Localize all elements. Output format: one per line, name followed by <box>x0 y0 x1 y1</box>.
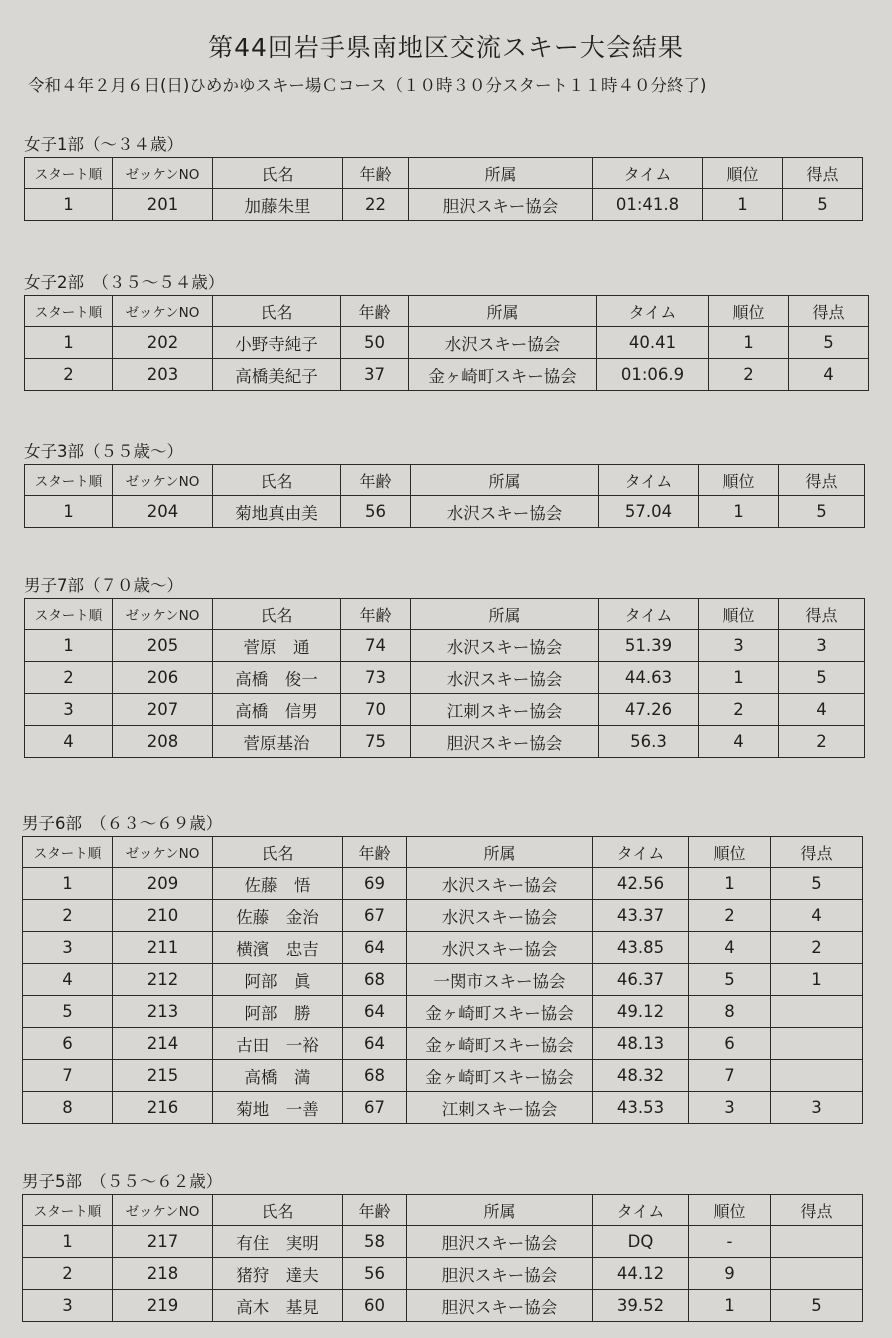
column-header: 氏名 <box>213 1195 343 1226</box>
column-header: スタート順 <box>25 599 113 630</box>
table-row <box>25 189 863 221</box>
table-cell: 4 <box>789 359 869 391</box>
results-table <box>22 836 863 1124</box>
section-title: 女子2部 （３５～５４歳） <box>24 273 225 292</box>
table-cell: 4 <box>689 932 771 964</box>
table-cell: 高橋 俊一 <box>213 662 341 694</box>
column-header: ゼッケンNO <box>113 599 213 630</box>
table-cell: 水沢スキー協会 <box>411 662 599 694</box>
results-table <box>24 295 869 391</box>
column-header: タイム <box>593 837 689 868</box>
column-header: タイム <box>599 465 699 496</box>
column-header: 年齢 <box>341 296 409 327</box>
table-cell: 206 <box>113 662 213 694</box>
column-header: タイム <box>593 158 703 189</box>
column-header: 得点 <box>779 465 865 496</box>
section-title: 女子1部（～３４歳） <box>24 135 183 154</box>
table-cell: 水沢スキー協会 <box>411 496 599 528</box>
table-cell: 64 <box>343 1028 407 1060</box>
column-header: 氏名 <box>213 837 343 868</box>
table-cell: 菊地真由美 <box>213 496 341 528</box>
column-header: ゼッケンNO <box>113 465 213 496</box>
table-cell: 39.52 <box>593 1290 689 1322</box>
table-cell: 小野寺純子 <box>213 327 341 359</box>
table-cell: 67 <box>343 1092 407 1124</box>
table-cell: 70 <box>341 694 411 726</box>
table-cell: 1 <box>699 496 779 528</box>
table-cell: 猪狩 達夫 <box>213 1258 343 1290</box>
table-cell: 胆沢スキー協会 <box>411 726 599 758</box>
table-cell: 212 <box>113 964 213 996</box>
table-cell: 1 <box>689 868 771 900</box>
table-row <box>23 1290 863 1322</box>
table-cell <box>771 1258 863 1290</box>
table-cell: 水沢スキー協会 <box>409 327 597 359</box>
table-cell: 菅原 通 <box>213 630 341 662</box>
section-title: 男子5部 （５５～６２歳） <box>22 1172 223 1191</box>
table-cell: 46.37 <box>593 964 689 996</box>
column-header: 順位 <box>689 1195 771 1226</box>
table-cell: 5 <box>789 327 869 359</box>
table-cell: 43.37 <box>593 900 689 932</box>
table-cell: 3 <box>689 1092 771 1124</box>
table-cell: 3 <box>779 630 865 662</box>
table-cell: 菊地 一善 <box>213 1092 343 1124</box>
table-row <box>25 662 865 694</box>
table-cell: 5 <box>779 662 865 694</box>
table-cell: 金ヶ崎町スキー協会 <box>409 359 597 391</box>
table-cell: 67 <box>343 900 407 932</box>
table-cell: 214 <box>113 1028 213 1060</box>
table-cell: 44.63 <box>599 662 699 694</box>
result-section <box>24 440 865 528</box>
column-header: 得点 <box>779 599 865 630</box>
document-subtitle: 令和４年２月６日(日)ひめかゆスキー場Ｃコース（１０時３０分スタート１１時４０分終了) <box>28 76 707 95</box>
table-cell: 4 <box>25 726 113 758</box>
table-cell: 金ヶ崎町スキー協会 <box>407 996 593 1028</box>
table-cell: 高木 基見 <box>213 1290 343 1322</box>
table-cell: 2 <box>23 900 113 932</box>
column-header: 年齢 <box>341 465 411 496</box>
table-cell: 74 <box>341 630 411 662</box>
result-section <box>24 133 863 221</box>
table-cell: 加藤朱里 <box>213 189 343 221</box>
table-cell: 7 <box>23 1060 113 1092</box>
table-cell: 1 <box>25 327 113 359</box>
table-header-row <box>25 599 865 630</box>
column-header: 所属 <box>407 1195 593 1226</box>
column-header: 得点 <box>783 158 863 189</box>
column-header: 氏名 <box>213 465 341 496</box>
column-header: 所属 <box>409 158 593 189</box>
table-cell: 胆沢スキー協会 <box>407 1290 593 1322</box>
column-header: ゼッケンNO <box>113 296 213 327</box>
table-cell: 1 <box>699 662 779 694</box>
table-cell: - <box>689 1226 771 1258</box>
column-header: 得点 <box>771 1195 863 1226</box>
section-title: 男子7部（７０歳～） <box>24 576 183 595</box>
table-cell: 42.56 <box>593 868 689 900</box>
table-cell <box>771 1028 863 1060</box>
table-cell: 阿部 眞 <box>213 964 343 996</box>
column-header: 順位 <box>703 158 783 189</box>
table-cell: 6 <box>689 1028 771 1060</box>
table-cell: 5 <box>771 868 863 900</box>
column-header: スタート順 <box>23 837 113 868</box>
table-row <box>23 964 863 996</box>
column-header: ゼッケンNO <box>113 158 213 189</box>
table-cell: 佐藤 金治 <box>213 900 343 932</box>
table-cell: 203 <box>113 359 213 391</box>
table-row <box>23 1226 863 1258</box>
table-cell: 水沢スキー協会 <box>411 630 599 662</box>
table-cell: 4 <box>699 726 779 758</box>
result-section <box>24 574 865 758</box>
table-cell: 水沢スキー協会 <box>407 900 593 932</box>
table-cell: 68 <box>343 1060 407 1092</box>
table-cell: 菅原基治 <box>213 726 341 758</box>
table-cell: 218 <box>113 1258 213 1290</box>
table-row <box>23 1060 863 1092</box>
table-row <box>23 1258 863 1290</box>
table-cell: 2 <box>25 662 113 694</box>
table-cell: 高橋 信男 <box>213 694 341 726</box>
table-header-row <box>23 1195 863 1226</box>
table-cell <box>771 996 863 1028</box>
table-cell: 5 <box>771 1290 863 1322</box>
table-cell: 阿部 勝 <box>213 996 343 1028</box>
table-cell: 2 <box>709 359 789 391</box>
table-row <box>23 868 863 900</box>
table-cell: 56.3 <box>599 726 699 758</box>
table-cell: 44.12 <box>593 1258 689 1290</box>
table-cell: 217 <box>113 1226 213 1258</box>
table-header-row <box>25 158 863 189</box>
table-cell: 4 <box>23 964 113 996</box>
table-cell: 207 <box>113 694 213 726</box>
table-cell: 3 <box>771 1092 863 1124</box>
table-cell: 金ヶ崎町スキー協会 <box>407 1060 593 1092</box>
column-header: ゼッケンNO <box>113 1195 213 1226</box>
column-header: 得点 <box>789 296 869 327</box>
table-cell: 6 <box>23 1028 113 1060</box>
table-cell: 4 <box>771 900 863 932</box>
table-cell: 2 <box>25 359 113 391</box>
table-cell: 1 <box>25 496 113 528</box>
section-title: 女子3部（５５歳～） <box>24 442 183 461</box>
column-header: 順位 <box>699 599 779 630</box>
table-cell: 水沢スキー協会 <box>407 932 593 964</box>
column-header: タイム <box>593 1195 689 1226</box>
table-cell: 1 <box>703 189 783 221</box>
table-cell: 9 <box>689 1258 771 1290</box>
table-cell: 47.26 <box>599 694 699 726</box>
column-header: ゼッケンNO <box>113 837 213 868</box>
table-cell: 64 <box>343 932 407 964</box>
table-cell: 50 <box>341 327 409 359</box>
column-header: スタート順 <box>25 465 113 496</box>
table-cell: 216 <box>113 1092 213 1124</box>
table-cell: 202 <box>113 327 213 359</box>
column-header: 順位 <box>699 465 779 496</box>
table-cell: 古田 一裕 <box>213 1028 343 1060</box>
table-cell: 2 <box>689 900 771 932</box>
table-cell: 水沢スキー協会 <box>407 868 593 900</box>
table-row <box>25 496 865 528</box>
table-cell: 219 <box>113 1290 213 1322</box>
table-cell: DQ <box>593 1226 689 1258</box>
table-cell: 3 <box>699 630 779 662</box>
table-cell: 40.41 <box>597 327 709 359</box>
table-cell: 75 <box>341 726 411 758</box>
table-row <box>23 900 863 932</box>
table-cell <box>771 1060 863 1092</box>
table-cell: 有住 実明 <box>213 1226 343 1258</box>
column-header: タイム <box>599 599 699 630</box>
table-cell: 高橋美紀子 <box>213 359 341 391</box>
table-row <box>23 1092 863 1124</box>
table-cell: 2 <box>779 726 865 758</box>
table-cell: 64 <box>343 996 407 1028</box>
table-cell: 5 <box>783 189 863 221</box>
table-cell: 58 <box>343 1226 407 1258</box>
table-cell <box>771 1226 863 1258</box>
column-header: 所属 <box>411 599 599 630</box>
table-cell: 2 <box>771 932 863 964</box>
results-table <box>22 1194 863 1322</box>
table-cell: 01:41.8 <box>593 189 703 221</box>
document-title: 第44回岩手県南地区交流スキー大会結果 <box>208 33 684 62</box>
column-header: 氏名 <box>213 158 343 189</box>
section-title: 男子6部 （６３～６９歳） <box>22 814 223 833</box>
table-cell: 1 <box>709 327 789 359</box>
table-cell: 3 <box>23 1290 113 1322</box>
table-cell: 胆沢スキー協会 <box>407 1258 593 1290</box>
result-section <box>24 271 869 391</box>
table-cell: 3 <box>25 694 113 726</box>
table-cell: 胆沢スキー協会 <box>409 189 593 221</box>
table-cell: 1 <box>25 630 113 662</box>
column-header: 所属 <box>409 296 597 327</box>
table-cell: 1 <box>23 1226 113 1258</box>
table-cell: 2 <box>699 694 779 726</box>
table-cell: 一関市スキー協会 <box>407 964 593 996</box>
results-table <box>24 598 865 758</box>
table-cell: 2 <box>23 1258 113 1290</box>
table-row <box>23 1028 863 1060</box>
table-row <box>25 694 865 726</box>
table-cell: 5 <box>779 496 865 528</box>
result-section <box>22 812 863 1124</box>
table-header-row <box>25 296 869 327</box>
table-cell: 60 <box>343 1290 407 1322</box>
table-cell: 7 <box>689 1060 771 1092</box>
table-cell: 43.53 <box>593 1092 689 1124</box>
table-cell: 5 <box>689 964 771 996</box>
table-cell: 1 <box>23 868 113 900</box>
column-header: タイム <box>597 296 709 327</box>
table-cell: 5 <box>23 996 113 1028</box>
table-row <box>23 932 863 964</box>
column-header: 年齢 <box>341 599 411 630</box>
table-cell: 22 <box>343 189 409 221</box>
results-table <box>24 464 865 528</box>
table-cell: 佐藤 悟 <box>213 868 343 900</box>
column-header: スタート順 <box>23 1195 113 1226</box>
table-cell: 57.04 <box>599 496 699 528</box>
column-header: 年齢 <box>343 837 407 868</box>
table-cell: 205 <box>113 630 213 662</box>
table-cell: 213 <box>113 996 213 1028</box>
column-header: 順位 <box>689 837 771 868</box>
table-cell: 1 <box>25 189 113 221</box>
table-cell: 73 <box>341 662 411 694</box>
column-header: 順位 <box>709 296 789 327</box>
table-header-row <box>23 837 863 868</box>
table-cell: 209 <box>113 868 213 900</box>
column-header: 氏名 <box>213 599 341 630</box>
table-cell: 4 <box>779 694 865 726</box>
table-cell: 3 <box>23 932 113 964</box>
table-cell: 43.85 <box>593 932 689 964</box>
table-header-row <box>25 465 865 496</box>
column-header: スタート順 <box>25 158 113 189</box>
table-cell: 204 <box>113 496 213 528</box>
table-cell: 1 <box>689 1290 771 1322</box>
table-cell: 江刺スキー協会 <box>411 694 599 726</box>
table-cell: 8 <box>23 1092 113 1124</box>
table-row <box>25 359 869 391</box>
table-cell: 高橋 満 <box>213 1060 343 1092</box>
table-cell: 208 <box>113 726 213 758</box>
table-cell: 201 <box>113 189 213 221</box>
result-section <box>22 1170 863 1322</box>
column-header: 年齢 <box>343 1195 407 1226</box>
table-cell: 1 <box>771 964 863 996</box>
table-cell: 68 <box>343 964 407 996</box>
table-cell: 横濱 忠吉 <box>213 932 343 964</box>
column-header: 得点 <box>771 837 863 868</box>
column-header: 年齢 <box>343 158 409 189</box>
table-cell: 210 <box>113 900 213 932</box>
results-table <box>24 157 863 221</box>
table-cell: 56 <box>341 496 411 528</box>
table-row <box>25 726 865 758</box>
table-cell: 胆沢スキー協会 <box>407 1226 593 1258</box>
table-cell: 215 <box>113 1060 213 1092</box>
table-cell: 211 <box>113 932 213 964</box>
table-row <box>25 327 869 359</box>
table-cell: 金ヶ崎町スキー協会 <box>407 1028 593 1060</box>
column-header: 所属 <box>407 837 593 868</box>
table-cell: 56 <box>343 1258 407 1290</box>
table-cell: 48.32 <box>593 1060 689 1092</box>
column-header: 氏名 <box>213 296 341 327</box>
table-cell: 49.12 <box>593 996 689 1028</box>
table-row <box>23 996 863 1028</box>
table-row <box>25 630 865 662</box>
table-cell: 37 <box>341 359 409 391</box>
column-header: スタート順 <box>25 296 113 327</box>
table-cell: 江刺スキー協会 <box>407 1092 593 1124</box>
table-cell: 48.13 <box>593 1028 689 1060</box>
column-header: 所属 <box>411 465 599 496</box>
table-cell: 69 <box>343 868 407 900</box>
table-cell: 01:06.9 <box>597 359 709 391</box>
table-cell: 51.39 <box>599 630 699 662</box>
table-cell: 8 <box>689 996 771 1028</box>
